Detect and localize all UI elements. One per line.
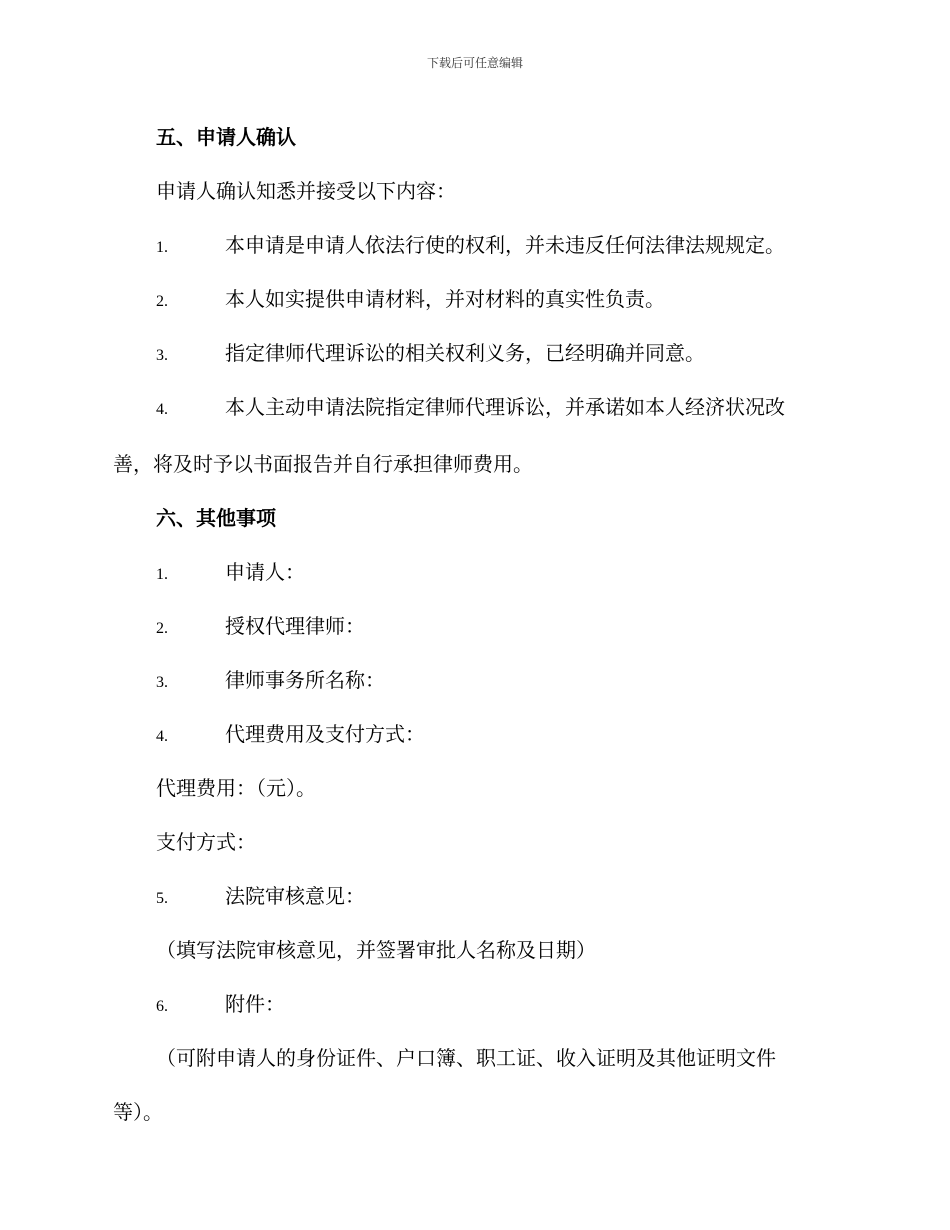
item-number: 1. bbox=[156, 239, 168, 256]
other-item-5 bbox=[113, 869, 835, 923]
other-item-4 bbox=[113, 707, 835, 761]
item-text: 申请人： bbox=[225, 560, 305, 584]
item-number: 2. bbox=[156, 620, 168, 637]
item-number: 1. bbox=[156, 566, 168, 583]
item-text-line-1: 本人主动申请法院指定律师代理诉讼，并承诺如本人经济状况改 bbox=[225, 395, 785, 419]
other-item-6 bbox=[113, 977, 835, 1031]
item-text: 法院审核意见： bbox=[225, 884, 365, 908]
other-item-3 bbox=[113, 653, 835, 707]
confirmation-item-1 bbox=[113, 218, 835, 272]
item-text: 代理费用及支付方式： bbox=[225, 722, 425, 746]
page-header-note: 下载后可任意编辑 bbox=[426, 56, 523, 70]
item-number: 3. bbox=[156, 347, 168, 364]
attachments-note-line-1: （可附申请人的身份证件、户口簿、职工证、收入证明及其他证明文件 bbox=[156, 1046, 776, 1070]
item-text: 附件： bbox=[225, 992, 285, 1016]
item-number: 2. bbox=[156, 293, 168, 310]
item-text: 律师事务所名称： bbox=[225, 668, 385, 692]
item-number: 4. bbox=[156, 728, 168, 745]
item-text: 授权代理律师： bbox=[225, 614, 365, 638]
other-item-2 bbox=[113, 599, 835, 653]
document-body bbox=[113, 110, 835, 1139]
item-number: 5. bbox=[156, 890, 168, 907]
fee-line: 代理费用：（元）。 bbox=[156, 776, 316, 800]
item-number: 4. bbox=[156, 401, 168, 418]
section-heading-applicant-confirmation: 五、申请人确认 bbox=[156, 125, 296, 149]
item-text: 本人如实提供申请材料，并对材料的真实性负责。 bbox=[225, 287, 665, 311]
section-heading-other-matters: 六、其他事项 bbox=[156, 506, 276, 530]
item-number: 6. bbox=[156, 998, 168, 1015]
confirmation-item-2 bbox=[113, 272, 835, 326]
attachments-note-line-2: 等）。 bbox=[113, 1100, 163, 1124]
confirmation-item-4 bbox=[113, 380, 835, 491]
item-number: 3. bbox=[156, 674, 168, 691]
item-text: 指定律师代理诉讼的相关权利义务，已经明确并同意。 bbox=[225, 341, 705, 365]
other-item-1 bbox=[113, 545, 835, 599]
attachments-note bbox=[113, 1031, 835, 1139]
court-review-note: （填写法院审核意见，并签署审批人名称及日期） bbox=[156, 938, 596, 962]
item-text-line-2: 善，将及时予以书面报告并自行承担律师费用。 bbox=[113, 452, 533, 476]
confirmation-intro: 申请人确认知悉并接受以下内容： bbox=[156, 179, 456, 203]
confirmation-item-3 bbox=[113, 326, 835, 380]
item-text: 本申请是申请人依法行使的权利，并未违反任何法律法规规定。 bbox=[225, 233, 785, 257]
payment-method-line: 支付方式： bbox=[156, 830, 256, 854]
